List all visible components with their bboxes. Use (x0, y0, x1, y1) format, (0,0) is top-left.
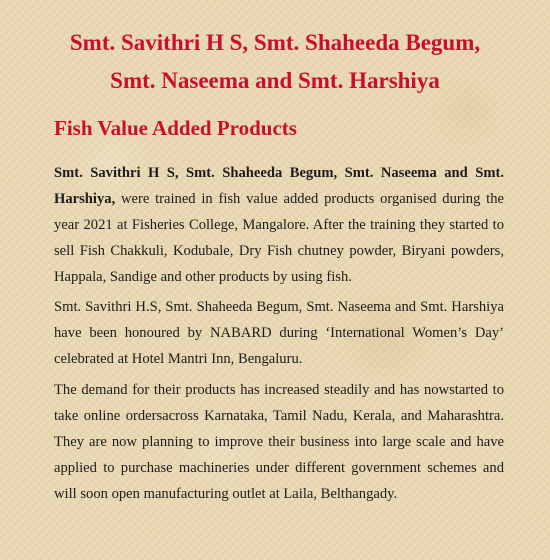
paragraph-honour: Smt. Savithri H.S, Smt. Shaheeda Begum, Smt. Naseema and Smt. Harshiya have been honoured by NABARD during ‘International Women’s Day’ celebrated at Hotel Mantri Inn, Bengaluru. (54, 299, 504, 367)
page-title-line-1: Smt. Savithri H S, Smt. Shaheeda Begum, (69, 30, 481, 55)
paragraph-text: were trained in fish value added products organised during the year 2021 at Fisheries College, Mangalore. After the training they started to sell Fish Chakkuli, Kodubale, Dry Fish chutney powder, Biryani powders, Happala, Sandige and other products by using fish. (54, 191, 504, 285)
section-heading: Fish Value Added Products (54, 116, 297, 140)
paragraph-demand: The demand for their products has increased steadily and has nowstarted to take online ordersacross Karnataka, Tamil Nadu, Kerala, and Maharashtra. They are now planning to improve their business into large scale and have applied to purchase machineries under different government schemes and will soon open manufacturing outlet at Laila, Belthangady. (54, 382, 504, 502)
page-title-line-2: Smt. Naseema and Smt. Harshiya (110, 68, 440, 93)
paragraph-bold-names: Smt. Savithri H S, Smt. Shaheeda Begum, Smt. Naseema and Smt. Harshiya, (54, 165, 504, 207)
paragraph-training (54, 160, 504, 290)
